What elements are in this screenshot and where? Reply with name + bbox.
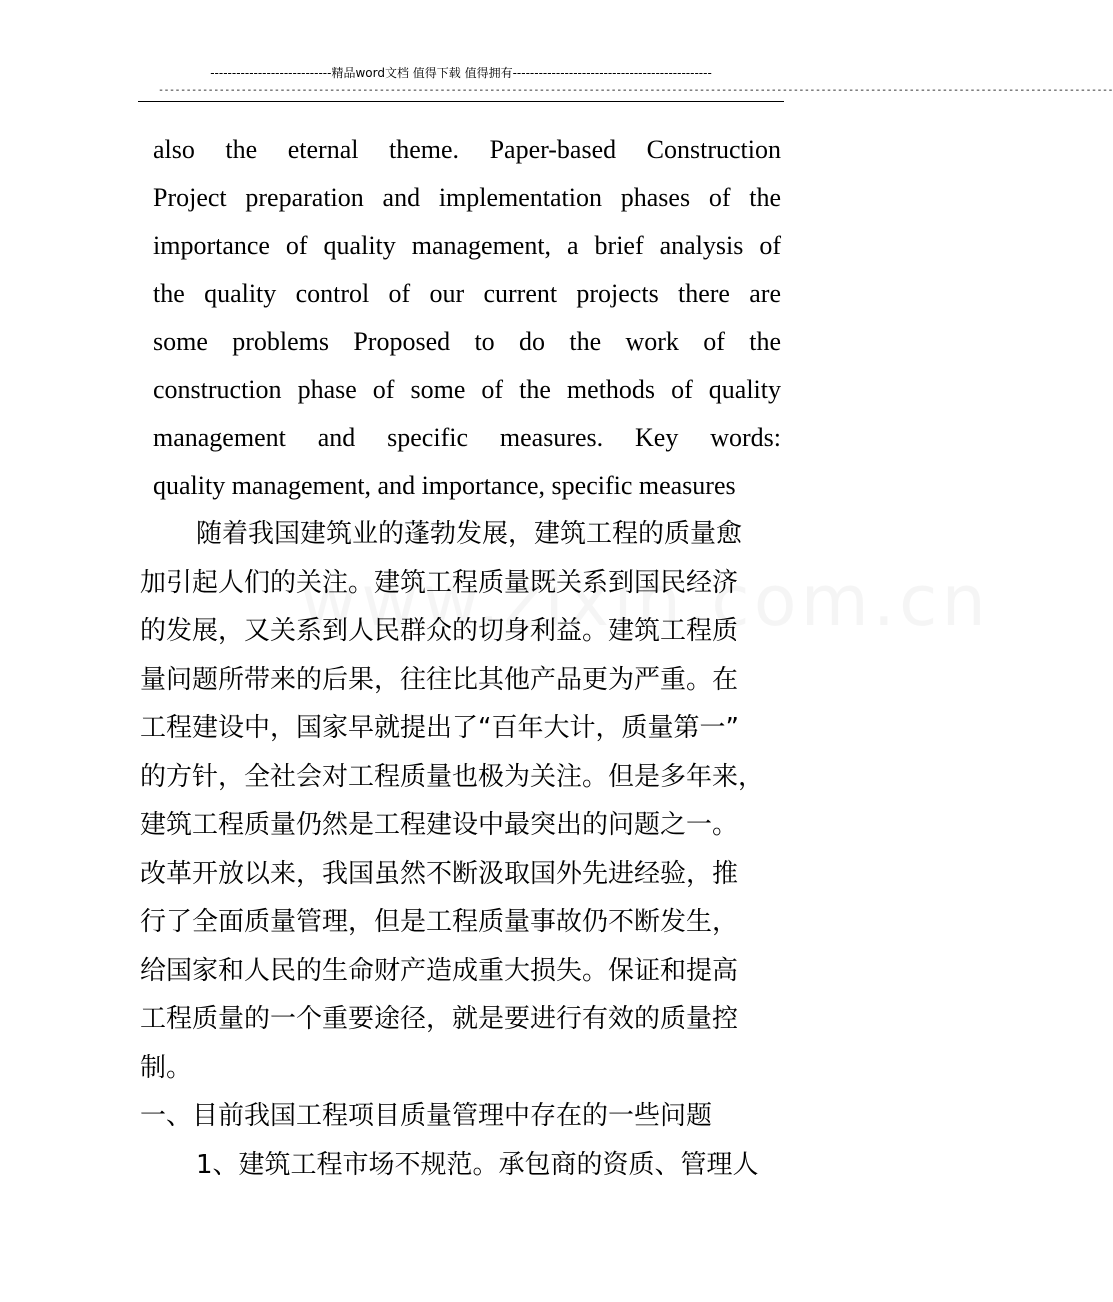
paragraph-line: 建筑工程质量仍然是工程建设中最突出的问题之一。 [140, 810, 739, 840]
paragraph-line: 随着我国建筑业的蓬勃发展，建筑工程的质量愈 [196, 519, 743, 549]
section-heading: 一、目前我国工程项目质量管理中存在的一些问题 [140, 1101, 713, 1131]
page-header: ----------------------------精品word文档 值得下载 值得拥有---------------------------------------------- [210, 66, 712, 80]
paragraph-line: 工程质量的一个重要途径，就是要进行有效的质量控 [140, 1004, 739, 1034]
abstract-line: the quality control of our current projects there are [153, 279, 781, 308]
abstract-line: construction phase of some of the methods of quality [153, 375, 781, 404]
abstract-line: Project preparation and implementation phases of the [153, 183, 781, 212]
paragraph-line: 改革开放以来，我国虽然不断汲取国外先进经验，推 [140, 858, 739, 889]
abstract-line: quality management, and importance, specific measures [153, 471, 736, 500]
abstract-text [153, 126, 781, 510]
paragraph-line: 行了全面质量管理，但是工程质量事故仍不断发生， [140, 907, 739, 937]
abstract-line: importance of quality management, a brief analysis of [153, 231, 781, 260]
paragraph-line: 加引起人们的关注。建筑工程质量既关系到国民经济 [140, 567, 739, 598]
abstract-line: some problems Proposed to do the work of the [153, 327, 781, 356]
paragraph-line: 的发展，又关系到人民群众的切身利益。建筑工程质 [140, 616, 739, 646]
paragraph-line: 的方针，全社会对工程质量也极为关注。但是多年来， [140, 761, 765, 792]
header-rule [138, 101, 784, 102]
header-dashes: ----------------------------------------------------------------------------------------------------------------------------------------------------------------------------- [158, 85, 1113, 96]
paragraph-line: 给国家和人民的生命财产造成重大损失。保证和提高 [140, 955, 739, 986]
abstract-line: also the eternal theme. Paper-based Construction [153, 135, 781, 164]
paragraph-line: 制。 [140, 1052, 193, 1083]
paragraph-line: 1、建筑工程市场不规范。承包商的资质、管理人 [196, 1149, 759, 1180]
body-text [140, 510, 784, 1189]
paragraph-line: 量问题所带来的后果，往往比其他产品更为严重。在 [140, 664, 739, 695]
abstract-line: management and specific measures. Key words: [153, 423, 781, 452]
paragraph-line: 工程建设中，国家早就提出了“百年大计，质量第一” [140, 713, 739, 743]
